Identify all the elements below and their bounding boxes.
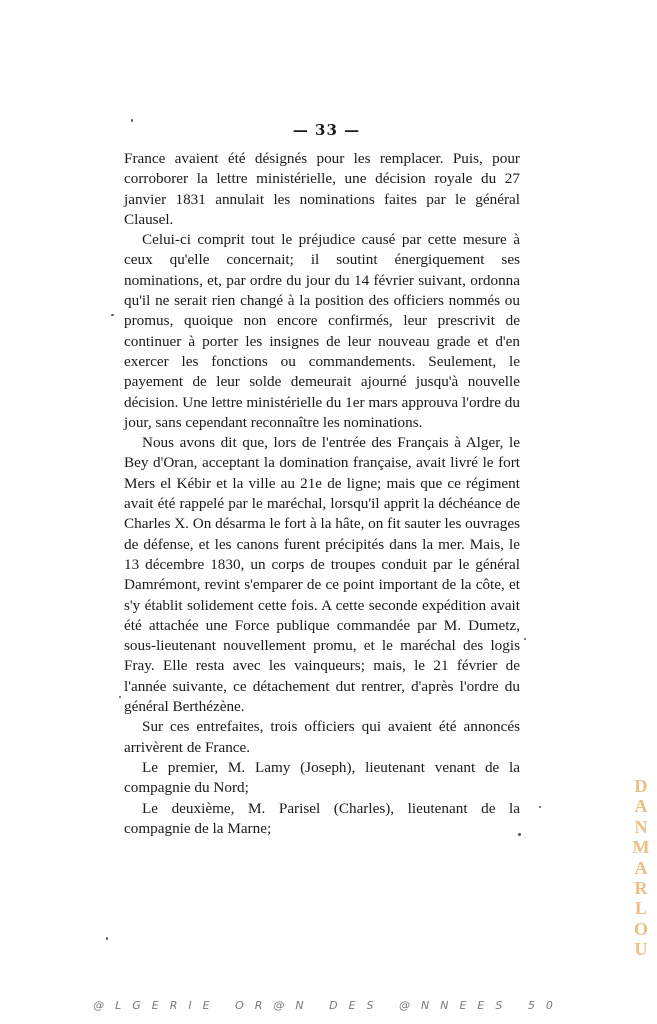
scan-speck <box>106 937 108 940</box>
scan-speck <box>131 119 133 122</box>
side-watermark-letter: L <box>634 898 647 919</box>
paragraph: France avaient été désignés pour les remplacer. Puis, pour corroborer la lettre ministérielle, une décision royale du 27 janvier 1831 annulait les nominations faites par le général Clausel. <box>124 150 520 228</box>
paragraph: Le deuxième, M. Parisel (Charles), lieutenant de la compagnie de la Marne; <box>124 799 520 837</box>
paragraph: Sur ces entrefaites, trois officiers qui avaient été annoncés arrivèrent de France. <box>124 718 520 756</box>
scan-speck <box>518 833 521 836</box>
paragraph: Le premier, M. Lamy (Joseph), lieutenant venant de la compagnie du Nord; <box>124 758 520 797</box>
scan-speck <box>111 314 114 316</box>
side-watermark-letter: U <box>634 939 648 960</box>
body-text <box>124 149 520 839</box>
side-watermark <box>627 776 655 960</box>
side-watermark-letter: O <box>633 918 648 939</box>
scan-speck <box>539 806 541 808</box>
paragraph: Nous avons dit que, lors de l'entrée des Français à Alger, le Bey d'Oran, acceptant la domination française, avait livré le fort Mers el Kébir et la ville au 21e de ligne; mais que ce régiment avait été rappelé par le maréchal, lorsqu'il apprit la déchéance de Charles X. On désarma le fort à la hâte, on fit sauter les ouvrages de défense, et les canons furent précipités dans la mer. Mais, le 13 décembre 1830, un corps de troupes conduit par le général Damrémont, revint s'emparer de ce point important de la côte, et s'y établit solidement cette fois. A cette seconde expédition avait été attachée une Force publique commandée par M. Dumetz, sous-lieutenant nouvellement promu, et le maréchal des logis Fray. Elle resta avec les vainqueurs; mais, le 21 février de l'année suivante, ce détachement dut rentrer, d'après l'ordre du général Berthézène. <box>124 434 521 716</box>
side-watermark-letter: A <box>634 796 648 817</box>
scan-speck <box>524 638 526 640</box>
side-watermark-letter: R <box>634 878 648 899</box>
footer-watermark: @LGERIE OR@N DES @NNEES 50 <box>93 999 564 1012</box>
side-watermark-letter: N <box>634 816 648 837</box>
side-watermark-letter: M <box>632 837 650 858</box>
side-watermark-letter: A <box>634 857 648 878</box>
scan-speck <box>119 696 121 698</box>
page-number: — 33 — <box>292 121 361 139</box>
paragraph: Celui-ci comprit tout le préjudice causé par cette mesure à ceux qu'elle concernait; il soutint énergiquement ses nominations, et, par ordre du jour du 14 février suivant, ordonna qu'il ne serait rien changé à la position des officiers nommés ou promus, quoique non encore confirmés, leur prescrivit de continuer à porter les insignes de leur nouveau grade et d'en exercer les fonctions ou commandements. Seulement, le payement de leur solde demeurait ajourné jusqu'à nouvelle décision. Une lettre ministérielle du 1er mars approuva l'ordre du jour, sans cependant reconnaître les nominations. <box>124 231 520 431</box>
side-watermark-letter: D <box>634 776 648 796</box>
